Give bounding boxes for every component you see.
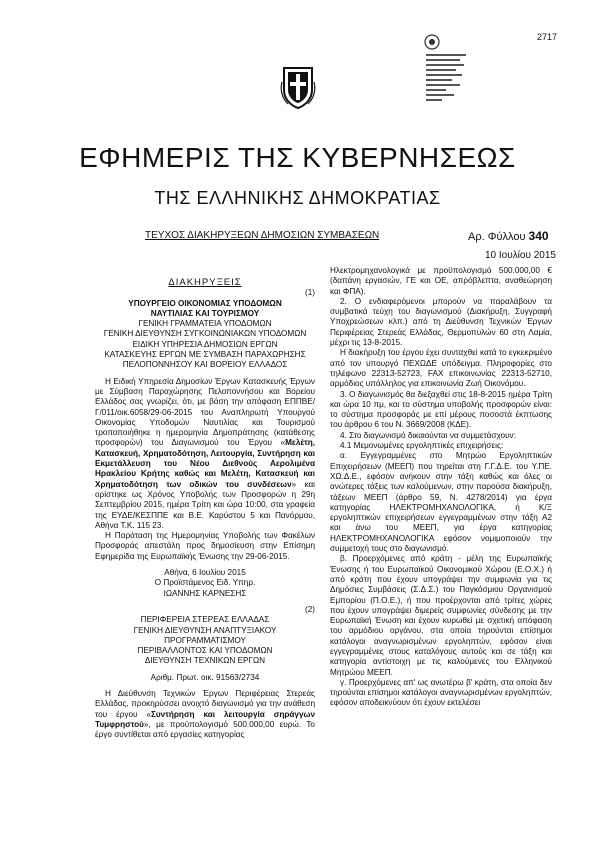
gazette-title: ΕΦΗΜΕΡΙΣ ΤΗΣ ΚΥΒΕΡΝΗΣΕΩΣ [79, 142, 516, 173]
notice2-body [95, 689, 315, 740]
issuer-line: ΕΙΔΙΚΗ ΥΠΗΡΕΣΙΑ ΔΗΜΟΣΙΩΝ ΕΡΓΩΝ [132, 339, 278, 349]
project-title: Μελέτη, Κατασκευή, Χρηματοδότηση, Λειτουργία, Συντήρηση και Εκμετάλλευση του Νέου Διεθνούς Αερολιμένα Ηρακλείου Κρήτης καθώς και Μελέτη, Κατασκευή και Χρηματοδότηση των οδικών του συνδέσεων [95, 438, 315, 489]
issuer-line: ΔΙΕΥΘΥΝΣΗ ΤΕΧΝΙΚΩΝ ΕΡΓΩΝ [144, 656, 266, 666]
issuer-line: ΚΑΤΑΣΚΕΥΗΣ ΕΡΓΩΝ ΜΕ ΣΥΜΒΑΣΗ ΠΑΡΑΧΩΡΗΣΗΣ [104, 350, 306, 360]
issuer-line: ΠΕΛΟΠΟΝΝΗΣΟΥ ΚΑΙ ΒΟΡΕΙΟΥ ΕΛΛΑΔΟΣ [122, 360, 288, 370]
paragraph: β. Προερχόμενες από κράτη - μέλη της Ευρωπαϊκής Ένωσης ή του Ευρωπαϊκού Οικονομικού Χώρου (Ε.Ο.Χ.) ή από κράτη που έχουν υπογράψει την συμφωνία για τις Δημόσιες Συμβάσεις (Σ.Δ.Σ.) του Παγκόσμιου Οργανισμού Εμπορίου (Π.Ο.Ε.), ή που προέρχονται από τρίτες χώρες που έχουν υπογράψει διμερείς συμφωνίες σύνδεσης με την Ευρωπαϊκή Ένωση και έχουν κυρωθεί με σχετική απόφαση του αρμόδιου οργάνου, στα οποία τηρούνται επίσημοι κατάλογοι αναγνωρισμένων εργοληπτών, εφόσον είναι εγγεγραμμένες στους καταλόγους αυτούς και σε τάξη και κατηγορία αντίστοιχη με τις καλούμενες του Ελληνικού Μητρώου ΜΕΕΠ. [330, 554, 552, 677]
paragraph: 4.1 Μεμονωμένες εργοληπτικές επιχειρήσεις: [340, 441, 504, 451]
notice1-issuer [95, 299, 315, 320]
sheet-label: Αρ. Φύλλου [468, 231, 526, 243]
sheet-number-line [468, 229, 549, 243]
paragraph: 2. Ο ενδιαφερόμενοι μπορούν να παραλάβουν τα συμβατικά τεύχη του διαγωνισμού (Διακήρυξη, Συγγραφή Υποχρεώσεων κλπ.) από τη Διεύθυνση Τεχνικών Έργων Περιφέρειας Στερεάς Ελλάδας, Θερμοπυλών 60 στη Λαμία, μέχρι τις 13-8-2015. [330, 296, 552, 348]
notice1-issuer-rest [95, 319, 315, 370]
seal-icon [420, 28, 470, 113]
paragraph: Ηλεκτρομηχανολογικά με προϋπολογισμό 500.000,00 € (δαπάνη εργασιών, ΓΕ και ΟΕ, απρόβλεπτα, αναθεώρηση και ΦΠΑ). [330, 266, 552, 296]
issuer-line: ΥΠΟΥΡΓΕΙΟ ΟΙΚΟΝΟΜΙΑΣ ΥΠΟΔΟΜΩΝ [128, 298, 282, 308]
coat-of-arms-icon [280, 62, 316, 110]
sheet-number: 340 [528, 229, 549, 243]
notice1-body2: Η Παράταση της Ημερομηνίας Υποβολής των Φακέλων Προσφοράς απεστάλη προς δημοσίευση στην Επίσημη Εφημερίδα της Ευρωπαϊκής Ένωσης την 29-06-2015. [95, 531, 315, 561]
project-title: Συντήρηση και λειτουργία σηράγγων Τυμφρηστού [95, 709, 316, 729]
protocol-number: Αριθμ. Πρωτ. οικ. 91563/2734 [150, 672, 260, 682]
paragraph: γ. Προερχόμενες απ' ως ανωτέρω β' κράτη, στα οποία δεν τηρούνται επίσημοι κατάλογοι αναγνωρισμένων εργοληπτών, εφόσον αποδεικνύουν ότι έχουν εκτελέσει [330, 677, 552, 708]
gazette-subtitle: ΤΗΣ ΕΛΛΗΝΙΚΗΣ ΔΗΜΟΚΡΑΤΙΑΣ [154, 188, 441, 208]
place-date: Αθήνα, 6 Ιουλίου 2015 [164, 568, 246, 578]
page-number: 2717 [537, 32, 558, 42]
body-text: Η Ειδική Υπηρεσία Δημοσίων Έργων Κατασκευής Έργων με Σύμβαση Παραχώρησης Πελοποννήσου και Βορείου Ελλάδος σας γνωρίζει, ότι, με βάση την απόφαση ΕΠΠΒΕ/Γ/011/οικ.6058/29-06-2015 του Αναπληρωτή Υπουργού Οικονομίας Υποδομών Ναυτιλίας και Τουρισμού τροποποιήθηκε η ημερομηνία Δημοπράτησης (κατάθεσης προσφορών) του Διαγωνισμού του Έργου « [95, 376, 315, 448]
left-column [95, 278, 315, 740]
body-text: » και ορίστηκε ως Χρόνος Υποβολής των Προσφορών η 29η Σεπτεμβρίου 2015, ημέρα Τρίτη και ώρα 10:00, στα γραφεία της ΕΥΔΕ/ΚΕΣΠΠΕ και Β.Ε. Καρύστου 5 και Πανόρμου, Αθήνα Τ.Κ. 115 23. [95, 479, 315, 530]
paragraph: 4. Στο διαγωνισμό δικαιούνται να συμμετάσχουν: [340, 430, 516, 440]
paragraph: Η διακήρυξη του έργου έχει συνταχθεί κατά το εγκεκριμένο από τον υπουργό ΠΕΧΩΔΕ υπόδειγμα. Πληροφορίες στο τηλέφωνο 22313-52723, FAX επικοινωνίας 22313-52710, αρμόδιος υπάλληλος για επικοινωνία Ζωή Οικονόμου. [330, 348, 552, 389]
issuer-line: ΓΕΝΙΚΗ ΓΡΑΜΜΑΤΕΙΑ ΥΠΟΔΟΜΩΝ [138, 319, 272, 329]
paragraph: α. Εγγεγραμμένες στο Μητρώο Εργοληπτικών Επιχειρήσεων (ΜΕΕΠ) που τηρείται στη Γ.Γ.Δ.Ε. του Υ.ΠΕ. ΧΩ.Δ.Ε., εφόσον ανήκουν στην τάξη καθώς και όλες οι ανώτερες τάξεις των καλούμενων, στην παρούσα διακήρυξη, τάξεων ΜΕΕΠ (άρθρο 59, Ν. 4278/2014) για έργα κατηγορίας ΗΛΕΚΤΡΟΜΗΧΑΝΟΛΟΓΙΚΑ, ή Κ/Ξ εργοληπτικών επιχειρήσεων εγγεγραμμένων στην τάξη Α2 και άνω του ΜΕΕΠ, για έργα κατηγορίας ΗΛΕΚΤΡΟΜΗΧΑΝΟΛΟΓΙΚΑ εφόσον νομιμοποιούν την συμμετοχή τους στο διαγωνισμό. [330, 451, 552, 554]
issuer-line: ΠΕΡΙΦΕΡΕΙΑ ΣΤΕΡΕΑΣ ΕΛΛΑΔΑΣ [140, 615, 270, 625]
section-heading: ΔΙΑΚΗΡΥΞΕΙΣ [168, 277, 242, 288]
paragraph: 3. Ο διαγωνισμός θα διεξαχθεί στις 18-8-2015 ημέρα Τρίτη και ώρα 10 πμ, και το σύστημα υποβολής προσφορών είναι: το σύστημα προσφοράς με επί μέρους ποσοστά έκπτωσης του άρθρου 6 του Ν. 3669/2008 (ΚΔΕ). [330, 389, 552, 430]
signer-name: ΙΩΑΝΝΗΣ ΚΑΡΝΕΣΗΣ [163, 588, 247, 598]
issuer-line: ΝΑΥΤΙΛΙΑΣ ΚΑΙ ΤΟΥΡΙΣΜΟΥ [150, 308, 260, 318]
notice-number: (1) [304, 288, 315, 298]
notice1-body [95, 377, 315, 531]
issuer-line: ΓΕΝΙΚΗ ΔΙΕΥΘΥΝΣΗ ΑΝΑΠΤΥΞΙΑΚΟΥ ΠΡΟΓΡΑΜΜΑΤΙΣΜΟΥ [133, 625, 277, 645]
issue-type: ΤΕΥΧΟΣ ΔΙΑΚΗΡΥΞΕΩΝ ΔΗΜΟΣΙΩΝ ΣΥΜΒΑΣΕΩΝ [145, 230, 380, 241]
notice-number: (2) [304, 604, 315, 614]
right-column [330, 266, 552, 709]
issuer-line: ΠΕΡΙΒΑΛΛΟΝΤΟΣ ΚΑΙ ΥΠΟΔΟΜΩΝ [137, 646, 273, 656]
publisher-stamp [420, 28, 470, 113]
body-text: », με προϋπολογισμό 500.000,00 ευρώ. Το έργο συντίθεται από εργασίες κατηγορίας [95, 719, 315, 740]
issuer-line: ΓΕΝΙΚΗ ΔΙΕΥΘΥΝΣΗ ΣΥΓΚΟΙΝΩΝΙΑΚΩΝ ΥΠΟΔΟΜΩΝ [103, 329, 307, 339]
issue-date: 10 Ιουλίου 2015 [485, 250, 556, 261]
signer-title: Ο Προϊστάμενος Ειδ. Υπηρ. [154, 578, 256, 588]
body-text: Η Διεύθυνση Τεχνικών Έργων Περιφέρειας Στερεάς Ελλάδας, προκηρύσσει ανοιχτό διαγωνισμό για την ανάθεση του έργου « [95, 688, 315, 719]
